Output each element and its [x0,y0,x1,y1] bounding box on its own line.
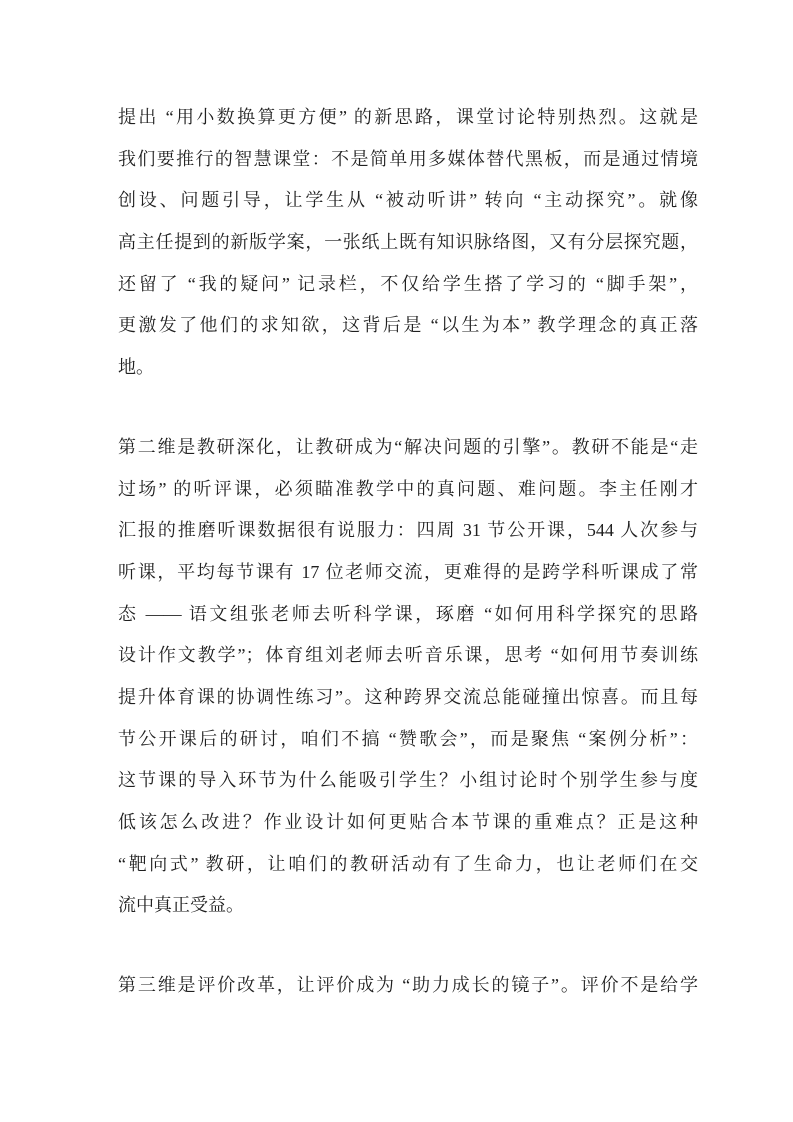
text-line: 态 —— 语文组张老师去听科学课，琢磨 “如何用科学探究的思路 [118,603,698,624]
document-text-block [118,97,698,1045]
text-line: 高主任提到的新版学案，一张纸上既有知识脉络图，又有分层探究题， [118,232,698,253]
text-line: 第二维是教研深化，让教研成为“解决问题的引擎”。教研不能是“走 [118,436,698,457]
text-line: 提升体育课的协调性练习”。这种跨界交流总能碰撞出惊喜。而且每 [118,686,698,707]
text-line: 地。 [118,357,154,378]
text-line: 低该怎么改进？作业设计如何更贴合本节课的重难点？正是这种 [118,812,698,832]
text-line: 设计作文教学”；体育组刘老师去听音乐课，思考 “如何用节奏训练 [118,645,698,666]
paragraph [118,427,698,927]
text-line: “靶向式” 教研，让咱们的教研活动有了生命力，也让老师们在交 [118,853,698,874]
text-line: 更激发了他们的求知欲，这背后是 “以生为本” 教学理念的真正落 [118,315,698,336]
text-line: 节公开课后的研讨，咱们不搞 “赞歌会”，而是聚焦 “案例分析”： [118,728,698,749]
text-line: 创设、问题引导，让学生从 “被动听讲” 转向 “主动探究”。就像 [118,190,698,211]
text-line: 这节课的导入环节为什么能吸引学生？小组讨论时个别学生参与度 [118,770,698,791]
text-line: 听课，平均每节课有 17 位老师交流，更难得的是跨学科听课成了常 [118,561,698,582]
paragraph [118,97,698,389]
text-line: 流中真正受益。 [118,895,244,916]
text-line: 过场” 的听评课，必须瞄准教学中的真问题、难问题。李主任刚才 [118,478,698,499]
text-line: 我们要推行的智慧课堂：不是简单用多媒体替代黑板，而是通过情境 [118,148,698,169]
text-line: 还留了 “我的疑问” 记录栏，不仅给学生搭了学习的 “脚手架”， [118,273,698,294]
text-line: 第三维是评价改革，让评价成为 “助力成长的镜子”。评价不是给学 [118,975,698,996]
paragraph [118,965,698,1007]
text-line: 汇报的推磨听课数据很有说服力：四周 31 节公开课，544 人次参与 [118,520,698,541]
text-line: 提出 “用小数换算更方便” 的新思路，课堂讨论特别热烈。这就是 [118,107,698,127]
